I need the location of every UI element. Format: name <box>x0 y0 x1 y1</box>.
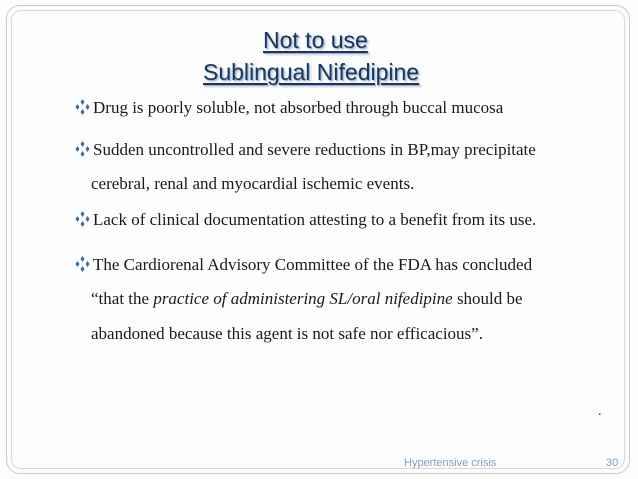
emphasis-text: practice of administering SL/oral nifedipine <box>153 289 453 308</box>
bullet-continuation: abandoned because this agent is not safe nor efficacious”. <box>91 324 483 343</box>
bullet-text: The Cardiorenal Advisory Committee of the FDA has concluded <box>93 255 533 274</box>
title-line-2: Sublingual Nifedipine <box>203 59 420 85</box>
quote-suffix: should be <box>452 289 523 308</box>
bullet-item <box>74 139 536 161</box>
slide-number: 30 <box>606 457 619 469</box>
quote-prefix: “that the <box>91 289 154 308</box>
bullet-item <box>74 254 532 276</box>
diamond-cluster-icon <box>74 211 91 227</box>
bullet-text: Sudden uncontrolled and severe reductions in BP,may precipitate <box>93 140 536 159</box>
bullet-item <box>74 209 536 231</box>
diamond-cluster-icon <box>74 99 91 115</box>
bullet-continuation <box>91 288 523 310</box>
diamond-cluster-icon <box>74 256 91 272</box>
bullet-continuation: cerebral, renal and myocardial ischemic events. <box>91 174 415 193</box>
bullet-text: Lack of clinical documentation attesting to a benefit from its use. <box>93 210 537 229</box>
bullet-item <box>74 97 503 119</box>
diamond-cluster-icon <box>74 141 91 157</box>
bullet-text: Drug is poorly soluble, not absorbed through buccal mucosa <box>93 98 504 117</box>
stray-mark: . <box>598 404 602 419</box>
footer-label: Hypertensive crisis <box>404 457 497 469</box>
title-line-1: Not to use <box>263 27 368 53</box>
